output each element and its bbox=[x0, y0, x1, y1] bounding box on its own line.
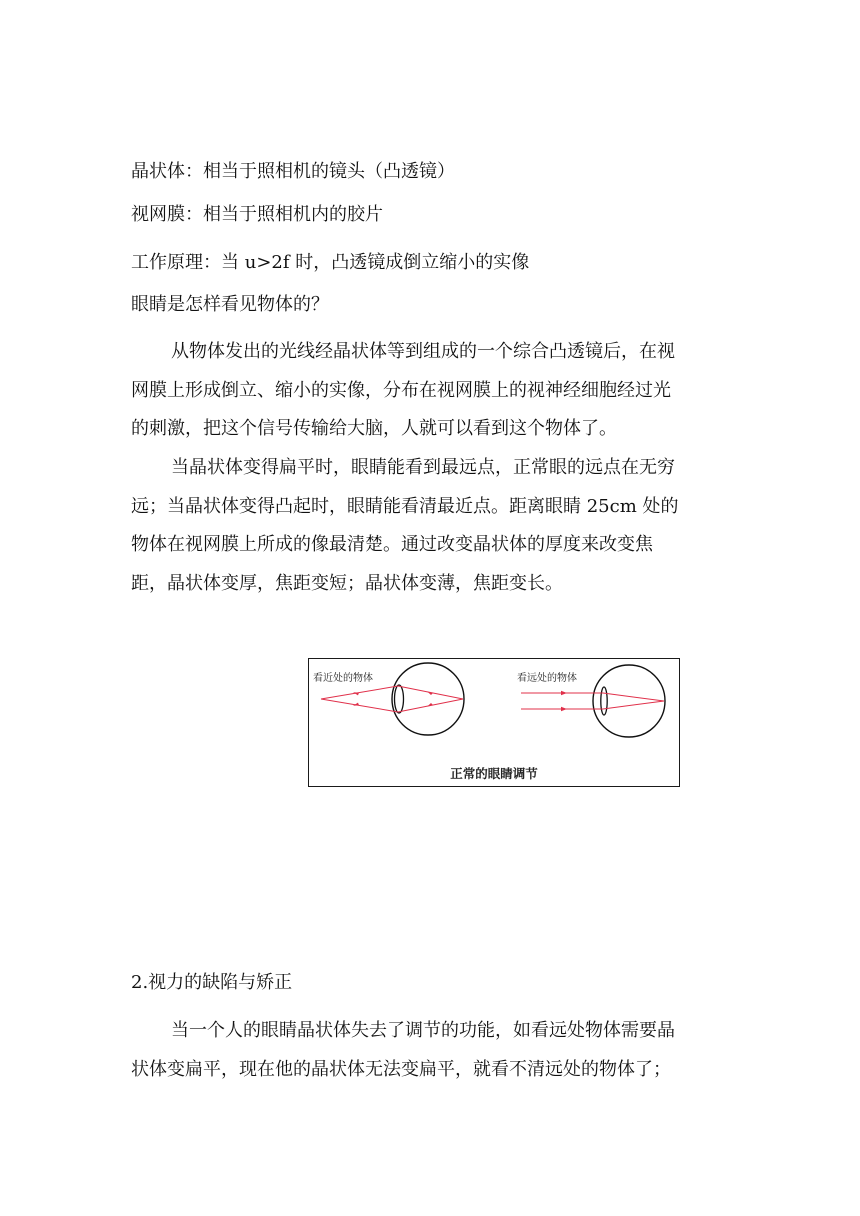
paragraph-line: 当晶状体变得扁平时，眼睛能看到最远点，正常眼的远点在无穷 bbox=[171, 457, 675, 478]
paragraph-line: 从物体发出的光线经晶状体等到组成的一个综合凸透镜后，在视 bbox=[171, 341, 675, 362]
paragraph-line: 距，晶状体变厚，焦距变短；晶状体变薄，焦距变长。 bbox=[131, 572, 563, 594]
near-object-label: 看近处的物体 bbox=[313, 673, 373, 684]
paragraph-line: 状体变扁平，现在他的晶状体无法变扁平，就看不清远处的物体了； bbox=[131, 1058, 671, 1080]
paragraph-line: 物体在视网膜上所成的像最清楚。通过改变晶状体的厚度来改变焦 bbox=[131, 534, 653, 555]
text-principle: 工作原理：当 u>2f 时，凸透镜成倒立缩小的实像 bbox=[131, 252, 530, 273]
paragraph-how-eye-sees bbox=[131, 333, 751, 449]
paragraph-accommodation bbox=[131, 449, 751, 603]
section-heading: 2.视力的缺陷与矫正 bbox=[131, 972, 293, 993]
text-question: 眼睛是怎样看见物体的？ bbox=[131, 294, 329, 315]
paragraph-vision-defect bbox=[131, 1012, 751, 1089]
text-retina: 视网膜：相当于照相机内的胶片 bbox=[131, 204, 383, 225]
paragraph-line: 网膜上形成倒立、缩小的实像，分布在视网膜上的视神经细胞经过光 bbox=[131, 379, 671, 401]
paragraph-line: 当一个人的眼睛晶状体失去了调节的功能，如看远处物体需要晶 bbox=[171, 1020, 675, 1041]
eye-accommodation-figure bbox=[308, 658, 680, 787]
far-object-label: 看远处的物体 bbox=[517, 673, 577, 684]
paragraph-line: 的刺激，把这个信号传输给大脑，人就可以看到这个物体了。 bbox=[131, 418, 617, 439]
paragraph-line: 远；当晶状体变得凸起时，眼睛能看清最近点。距离眼睛 25cm 处的 bbox=[131, 495, 679, 517]
figure-caption: 正常的眼睛调节 bbox=[450, 766, 538, 781]
text-crystalline: 晶状体：相当于照相机的镜头（凸透镜） bbox=[131, 161, 455, 182]
